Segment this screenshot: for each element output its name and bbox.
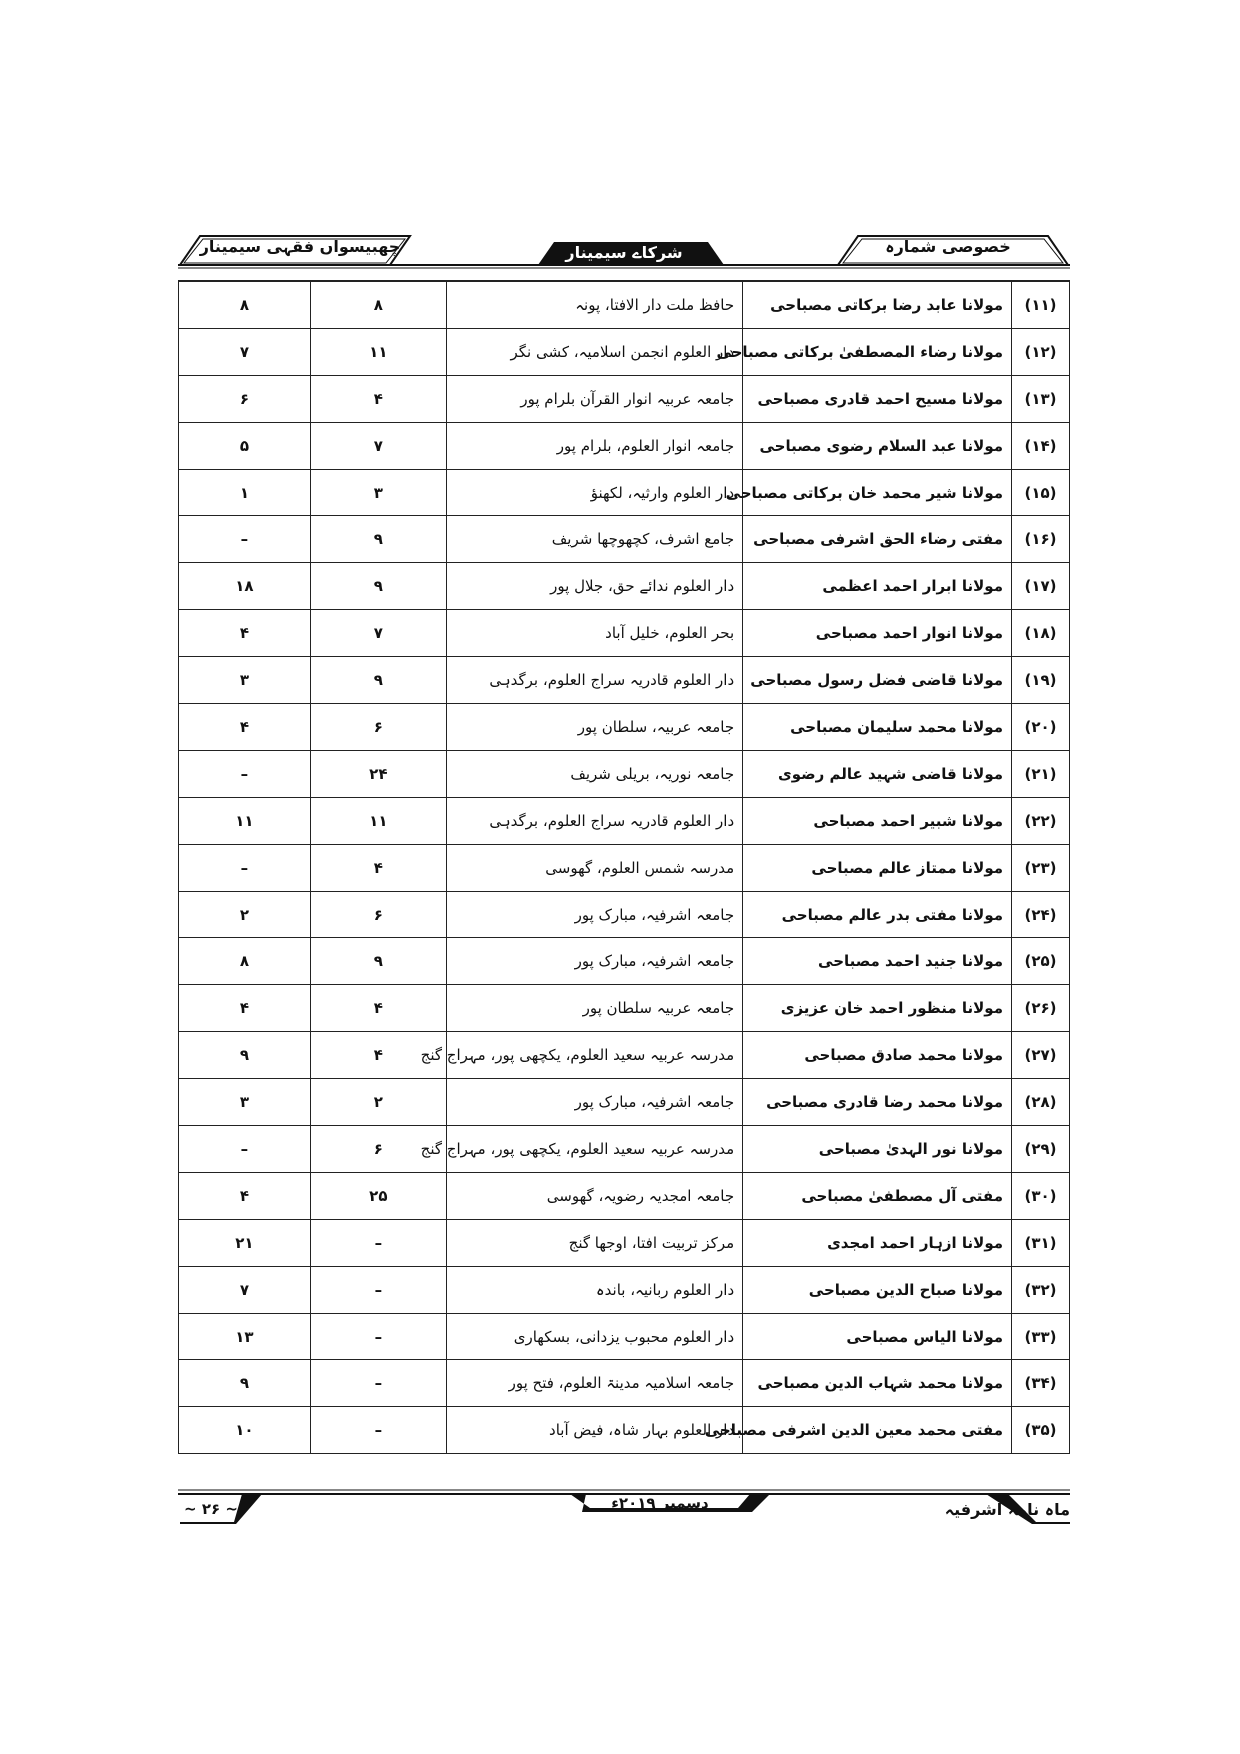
section-title-tab: شرکاے سیمینار (565, 243, 683, 262)
count-cell-b: ۴ (179, 1172, 311, 1219)
participant-name-cell: مولانا ابرار احمد اعظمی (743, 563, 1012, 610)
issue-date: دسمبر ۲۰۱۹ء (611, 1494, 709, 1512)
count-cell-b: – (179, 516, 311, 563)
row-number-cell: (۲۴) (1012, 891, 1070, 938)
count-cell-a: – (310, 1407, 446, 1454)
institution-cell: جامعہ اشرفیہ، مبارک پور (446, 938, 742, 985)
institution-cell: دار العلوم محبوب یزدانی، بسکھاری (446, 1313, 742, 1360)
institution-cell: جامعہ نوریہ، بریلی شریف (446, 750, 742, 797)
page-number: ~ ۲۶ ~ (184, 1500, 238, 1518)
count-cell-a: ۴ (310, 1032, 446, 1079)
count-cell-b: ۹ (179, 1032, 311, 1079)
count-cell-a: ۴ (310, 985, 446, 1032)
table-row (179, 375, 1070, 422)
table-row (179, 1266, 1070, 1313)
table-row (179, 891, 1070, 938)
special-issue-tab: خصوصی شمارہ (885, 237, 1011, 256)
row-number-cell: (۲۱) (1012, 750, 1070, 797)
row-number-cell: (۱۶) (1012, 516, 1070, 563)
page-footer (178, 1488, 1070, 1528)
seminar-title-tab: چھبیسواں فقہی سیمینار (199, 237, 401, 256)
count-cell-a: – (310, 1313, 446, 1360)
institution-cell: دار العلوم ربانیہ، باندہ (446, 1266, 742, 1313)
count-cell-b: ۸ (179, 938, 311, 985)
institution-cell: دار العلوم ندائے حق، جلال پور (446, 563, 742, 610)
row-number-cell: (۳۲) (1012, 1266, 1070, 1313)
count-cell-a: ۱۱ (310, 797, 446, 844)
count-cell-b: ۸ (179, 281, 311, 328)
institution-cell: جامعہ اشرفیہ، مبارک پور (446, 1079, 742, 1126)
participant-name-cell: مولانا شیر محمد خان برکاتی مصباحی (743, 469, 1012, 516)
institution-cell: جامعہ عربیہ انوار القرآن بلرام پور (446, 375, 742, 422)
participants-table (178, 280, 1070, 1454)
table-row (179, 469, 1070, 516)
table-row (179, 281, 1070, 328)
row-number-cell: (۱۳) (1012, 375, 1070, 422)
participant-name-cell: مولانا عبد السلام رضوی مصباحی (743, 422, 1012, 469)
count-cell-b: ۶ (179, 375, 311, 422)
institution-cell: جامعہ عربیہ سلطان پور (446, 985, 742, 1032)
table-row (179, 422, 1070, 469)
row-number-cell: (۲۷) (1012, 1032, 1070, 1079)
table-row (179, 1219, 1070, 1266)
table-row (179, 1313, 1070, 1360)
table-row (179, 657, 1070, 704)
count-cell-a: ۷ (310, 422, 446, 469)
magazine-name: ماہ نامہ اشرفیہ (944, 1500, 1070, 1519)
count-cell-b: ۱۰ (179, 1407, 311, 1454)
row-number-cell: (۳۱) (1012, 1219, 1070, 1266)
count-cell-a: – (310, 1266, 446, 1313)
institution-cell: حافظ ملت دار الافتا، پونہ (446, 281, 742, 328)
institution-cell: جامع اشرف، کچھوچھا شریف (446, 516, 742, 563)
row-number-cell: (۳۵) (1012, 1407, 1070, 1454)
row-number-cell: (۱۱) (1012, 281, 1070, 328)
institution-cell: جامعہ عربیہ، سلطان پور (446, 704, 742, 751)
count-cell-a: ۱۱ (310, 328, 446, 375)
participant-name-cell: مولانا مفتی بدر عالم مصباحی (743, 891, 1012, 938)
row-number-cell: (۳۴) (1012, 1360, 1070, 1407)
table-row (179, 1172, 1070, 1219)
institution-cell: دار العلوم قادریہ سراج العلوم، برگدہی (446, 797, 742, 844)
count-cell-b: ۱۸ (179, 563, 311, 610)
participant-name-cell: مولانا نور الہدیٰ مصباحی (743, 1126, 1012, 1173)
participant-name-cell: مولانا منظور احمد خان عزیزی (743, 985, 1012, 1032)
institution-cell: مدرسہ عربیہ سعید العلوم، یکچھی پور، مہراج گنج (446, 1126, 742, 1173)
participant-name-cell: مفتی محمد معین الدین اشرفی مصباحی (743, 1407, 1012, 1454)
row-number-cell: (۲۳) (1012, 844, 1070, 891)
participant-name-cell: مولانا قاضی شہید عالم رضوی (743, 750, 1012, 797)
row-number-cell: (۲۲) (1012, 797, 1070, 844)
row-number-cell: (۱۲) (1012, 328, 1070, 375)
participant-name-cell: مولانا مسیح احمد قادری مصباحی (743, 375, 1012, 422)
count-cell-b: ۱ (179, 469, 311, 516)
row-number-cell: (۲۰) (1012, 704, 1070, 751)
count-cell-b: ۹ (179, 1360, 311, 1407)
participant-name-cell: مولانا عابد رضا برکاتی مصباحی (743, 281, 1012, 328)
participant-name-cell: مولانا ممتاز عالم مصباحی (743, 844, 1012, 891)
count-cell-b: ۴ (179, 610, 311, 657)
count-cell-a: ۲۴ (310, 750, 446, 797)
participant-name-cell: مولانا محمد شہاب الدین مصباحی (743, 1360, 1012, 1407)
institution-cell: دار العلوم انجمن اسلامیہ، کشی نگر (446, 328, 742, 375)
table-row (179, 797, 1070, 844)
participant-name-cell: مولانا رضاء المصطفیٰ برکاتی مصباحی (743, 328, 1012, 375)
count-cell-a: ۷ (310, 610, 446, 657)
count-cell-b: ۳ (179, 657, 311, 704)
count-cell-a: ۴ (310, 844, 446, 891)
institution-cell: جامعہ اسلامیہ مدینۃ العلوم، فتح پور (446, 1360, 742, 1407)
row-number-cell: (۱۴) (1012, 422, 1070, 469)
count-cell-a: ۹ (310, 563, 446, 610)
table-row (179, 610, 1070, 657)
participant-name-cell: مولانا شبیر احمد مصباحی (743, 797, 1012, 844)
table-row (179, 1079, 1070, 1126)
institution-cell: دار العلوم وارثیہ، لکھنؤ (446, 469, 742, 516)
participant-name-cell: مفتی رضاء الحق اشرفی مصباحی (743, 516, 1012, 563)
count-cell-b: ۵ (179, 422, 311, 469)
table-row (179, 985, 1070, 1032)
participant-name-cell: مولانا صباح الدین مصباحی (743, 1266, 1012, 1313)
count-cell-a: ۶ (310, 891, 446, 938)
row-number-cell: (۳۳) (1012, 1313, 1070, 1360)
count-cell-b: ۳ (179, 1079, 311, 1126)
count-cell-a: ۸ (310, 281, 446, 328)
institution-cell: دار العلوم بہار شاہ، فیض آباد (446, 1407, 742, 1454)
count-cell-b: ۲ (179, 891, 311, 938)
count-cell-b: ۱۳ (179, 1313, 311, 1360)
row-number-cell: (۱۵) (1012, 469, 1070, 516)
institution-cell: مدرسہ شمس العلوم، گھوسی (446, 844, 742, 891)
count-cell-a: – (310, 1360, 446, 1407)
participant-name-cell: مولانا محمد رضا قادری مصباحی (743, 1079, 1012, 1126)
participants-table-body (179, 281, 1070, 1454)
count-cell-b: ۴ (179, 704, 311, 751)
count-cell-b: – (179, 844, 311, 891)
table-row (179, 328, 1070, 375)
count-cell-a: ۲ (310, 1079, 446, 1126)
institution-cell: بحر العلوم، خلیل آباد (446, 610, 742, 657)
count-cell-a: ۴ (310, 375, 446, 422)
table-row (179, 704, 1070, 751)
count-cell-b: ۷ (179, 1266, 311, 1313)
institution-cell: مرکز تربیت افتا، اوجھا گنج (446, 1219, 742, 1266)
table-row (179, 938, 1070, 985)
participant-name-cell: مولانا محمد سلیمان مصباحی (743, 704, 1012, 751)
count-cell-b: ۱۱ (179, 797, 311, 844)
institution-cell: جامعہ امجدیہ رضویہ، گھوسی (446, 1172, 742, 1219)
count-cell-a: ۳ (310, 469, 446, 516)
table-row (179, 563, 1070, 610)
row-number-cell: (۲۵) (1012, 938, 1070, 985)
institution-cell: مدرسہ عربیہ سعید العلوم، یکچھی پور، مہراج گنج (446, 1032, 742, 1079)
count-cell-a: ۹ (310, 657, 446, 704)
row-number-cell: (۱۷) (1012, 563, 1070, 610)
participant-name-cell: مولانا ازہار احمد امجدی (743, 1219, 1012, 1266)
participant-name-cell: مولانا الیاس مصباحی (743, 1313, 1012, 1360)
table-row (179, 516, 1070, 563)
table-row (179, 1126, 1070, 1173)
table-row (179, 844, 1070, 891)
count-cell-b: ۷ (179, 328, 311, 375)
row-number-cell: (۲۹) (1012, 1126, 1070, 1173)
participant-name-cell: مولانا قاضی فضل رسول مصباحی (743, 657, 1012, 704)
table-row (179, 1032, 1070, 1079)
participant-name-cell: مولانا انوار احمد مصباحی (743, 610, 1012, 657)
count-cell-a: ۲۵ (310, 1172, 446, 1219)
row-number-cell: (۱۹) (1012, 657, 1070, 704)
count-cell-a: ۶ (310, 1126, 446, 1173)
table-row (179, 750, 1070, 797)
count-cell-a: – (310, 1219, 446, 1266)
count-cell-a: ۹ (310, 938, 446, 985)
participant-name-cell: مولانا جنید احمد مصباحی (743, 938, 1012, 985)
page-header (178, 234, 1070, 268)
count-cell-b: ۲۱ (179, 1219, 311, 1266)
row-number-cell: (۱۸) (1012, 610, 1070, 657)
institution-cell: جامعہ اشرفیہ، مبارک پور (446, 891, 742, 938)
table-row (179, 1360, 1070, 1407)
institution-cell: جامعہ انوار العلوم، بلرام پور (446, 422, 742, 469)
participant-name-cell: مولانا محمد صادق مصباحی (743, 1032, 1012, 1079)
count-cell-a: ۹ (310, 516, 446, 563)
row-number-cell: (۲۶) (1012, 985, 1070, 1032)
row-number-cell: (۳۰) (1012, 1172, 1070, 1219)
count-cell-a: ۶ (310, 704, 446, 751)
count-cell-b: ۴ (179, 985, 311, 1032)
participant-name-cell: مفتی آل مصطفیٰ مصباحی (743, 1172, 1012, 1219)
institution-cell: دار العلوم قادریہ سراج العلوم، برگدہی (446, 657, 742, 704)
row-number-cell: (۲۸) (1012, 1079, 1070, 1126)
count-cell-b: – (179, 750, 311, 797)
count-cell-b: – (179, 1126, 311, 1173)
table-row (179, 1407, 1070, 1454)
